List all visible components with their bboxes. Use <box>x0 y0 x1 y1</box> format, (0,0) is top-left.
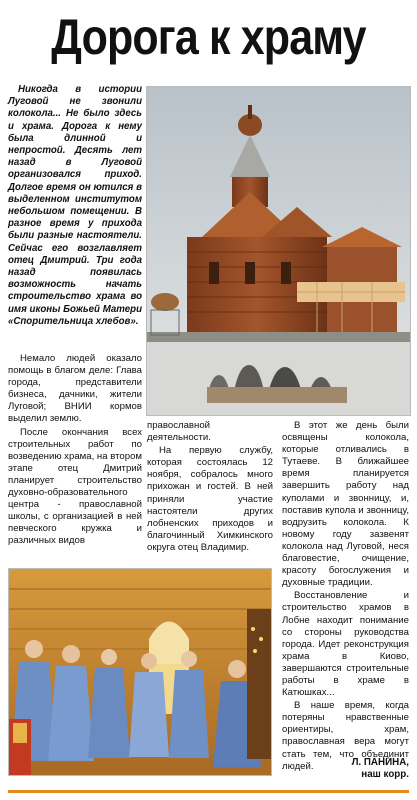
church-service-illustration <box>9 569 271 775</box>
author-name: Л. ПАНИНА, <box>351 757 409 768</box>
col1-paragraph: После окончания всех строительных работ по возведению храма, на втором этапе отец Дмитрий планирует строительство духовно-образовательного центра - православной школы, с организацией в ней певческого кружка и различных видов <box>8 426 142 547</box>
column-middle <box>147 420 273 554</box>
article-byline <box>289 757 409 781</box>
wooden-church-illustration <box>147 87 410 415</box>
col3-paragraph: В этот же день были освящены колокола, которые отливались в Тутаеве. В ближайшее время планируется завершить работу над куполами и звонницу, и, поставив купола и звонницу, водрузить колокола. К новому году зазвенят колокола над Луговой, неся благовестие, очищение, красоту богослужения и духовные традиции. <box>282 420 409 589</box>
col3-paragraph: В наше время, когда потеряны нравственные ориентиры, храм, православная вера могут стать тем, что объединит людей. <box>282 700 409 772</box>
article-headline: Дорога к храму <box>51 9 366 65</box>
church-photo <box>146 86 411 416</box>
col2-paragraph: православной деятельности. <box>147 420 211 444</box>
article-lead <box>8 84 142 328</box>
bottom-rule <box>8 790 409 793</box>
col1-paragraph: Немало людей оказало помощь в благом деле: Глава города, представители бизнеса, дачники, жители Луговой; ВНИИ кормов выделил землю. <box>8 353 142 425</box>
column-left <box>8 353 142 548</box>
service-photo <box>8 568 272 776</box>
col2-paragraph: На первую службу, которая состоялась 12 ноября, собралось много прихожан и гостей. В ней приняли участие настоятели других лобненских приходов и благочинный Химкинского округа отец Владимир. <box>147 445 273 553</box>
author-role: наш корр. <box>361 769 409 780</box>
col3-paragraph: Восстановление и строительство храмов в Лобне находит понимание со стороны руководства города. Идет реконструкция храма в Киово, завершаются строительные работы в храме в Катюшках... <box>282 590 409 699</box>
column-right <box>282 420 409 773</box>
lead-paragraph: Никогда в истории Луговой не звонили колокола... Не было здесь и храма. Дорога к нему была длинной и непростой. Десять лет назад в Луговой организовался приход. Долгое время он ютился в выделенном институтом небольшом помещении. В разное время у прихода были разные настоятели. Сейчас его возглавляет отец Дмитрий. Три года назад появилась возможность начать строительство храма во имя иконы Божьей Матери «Спорительница хлебов». <box>8 84 142 327</box>
